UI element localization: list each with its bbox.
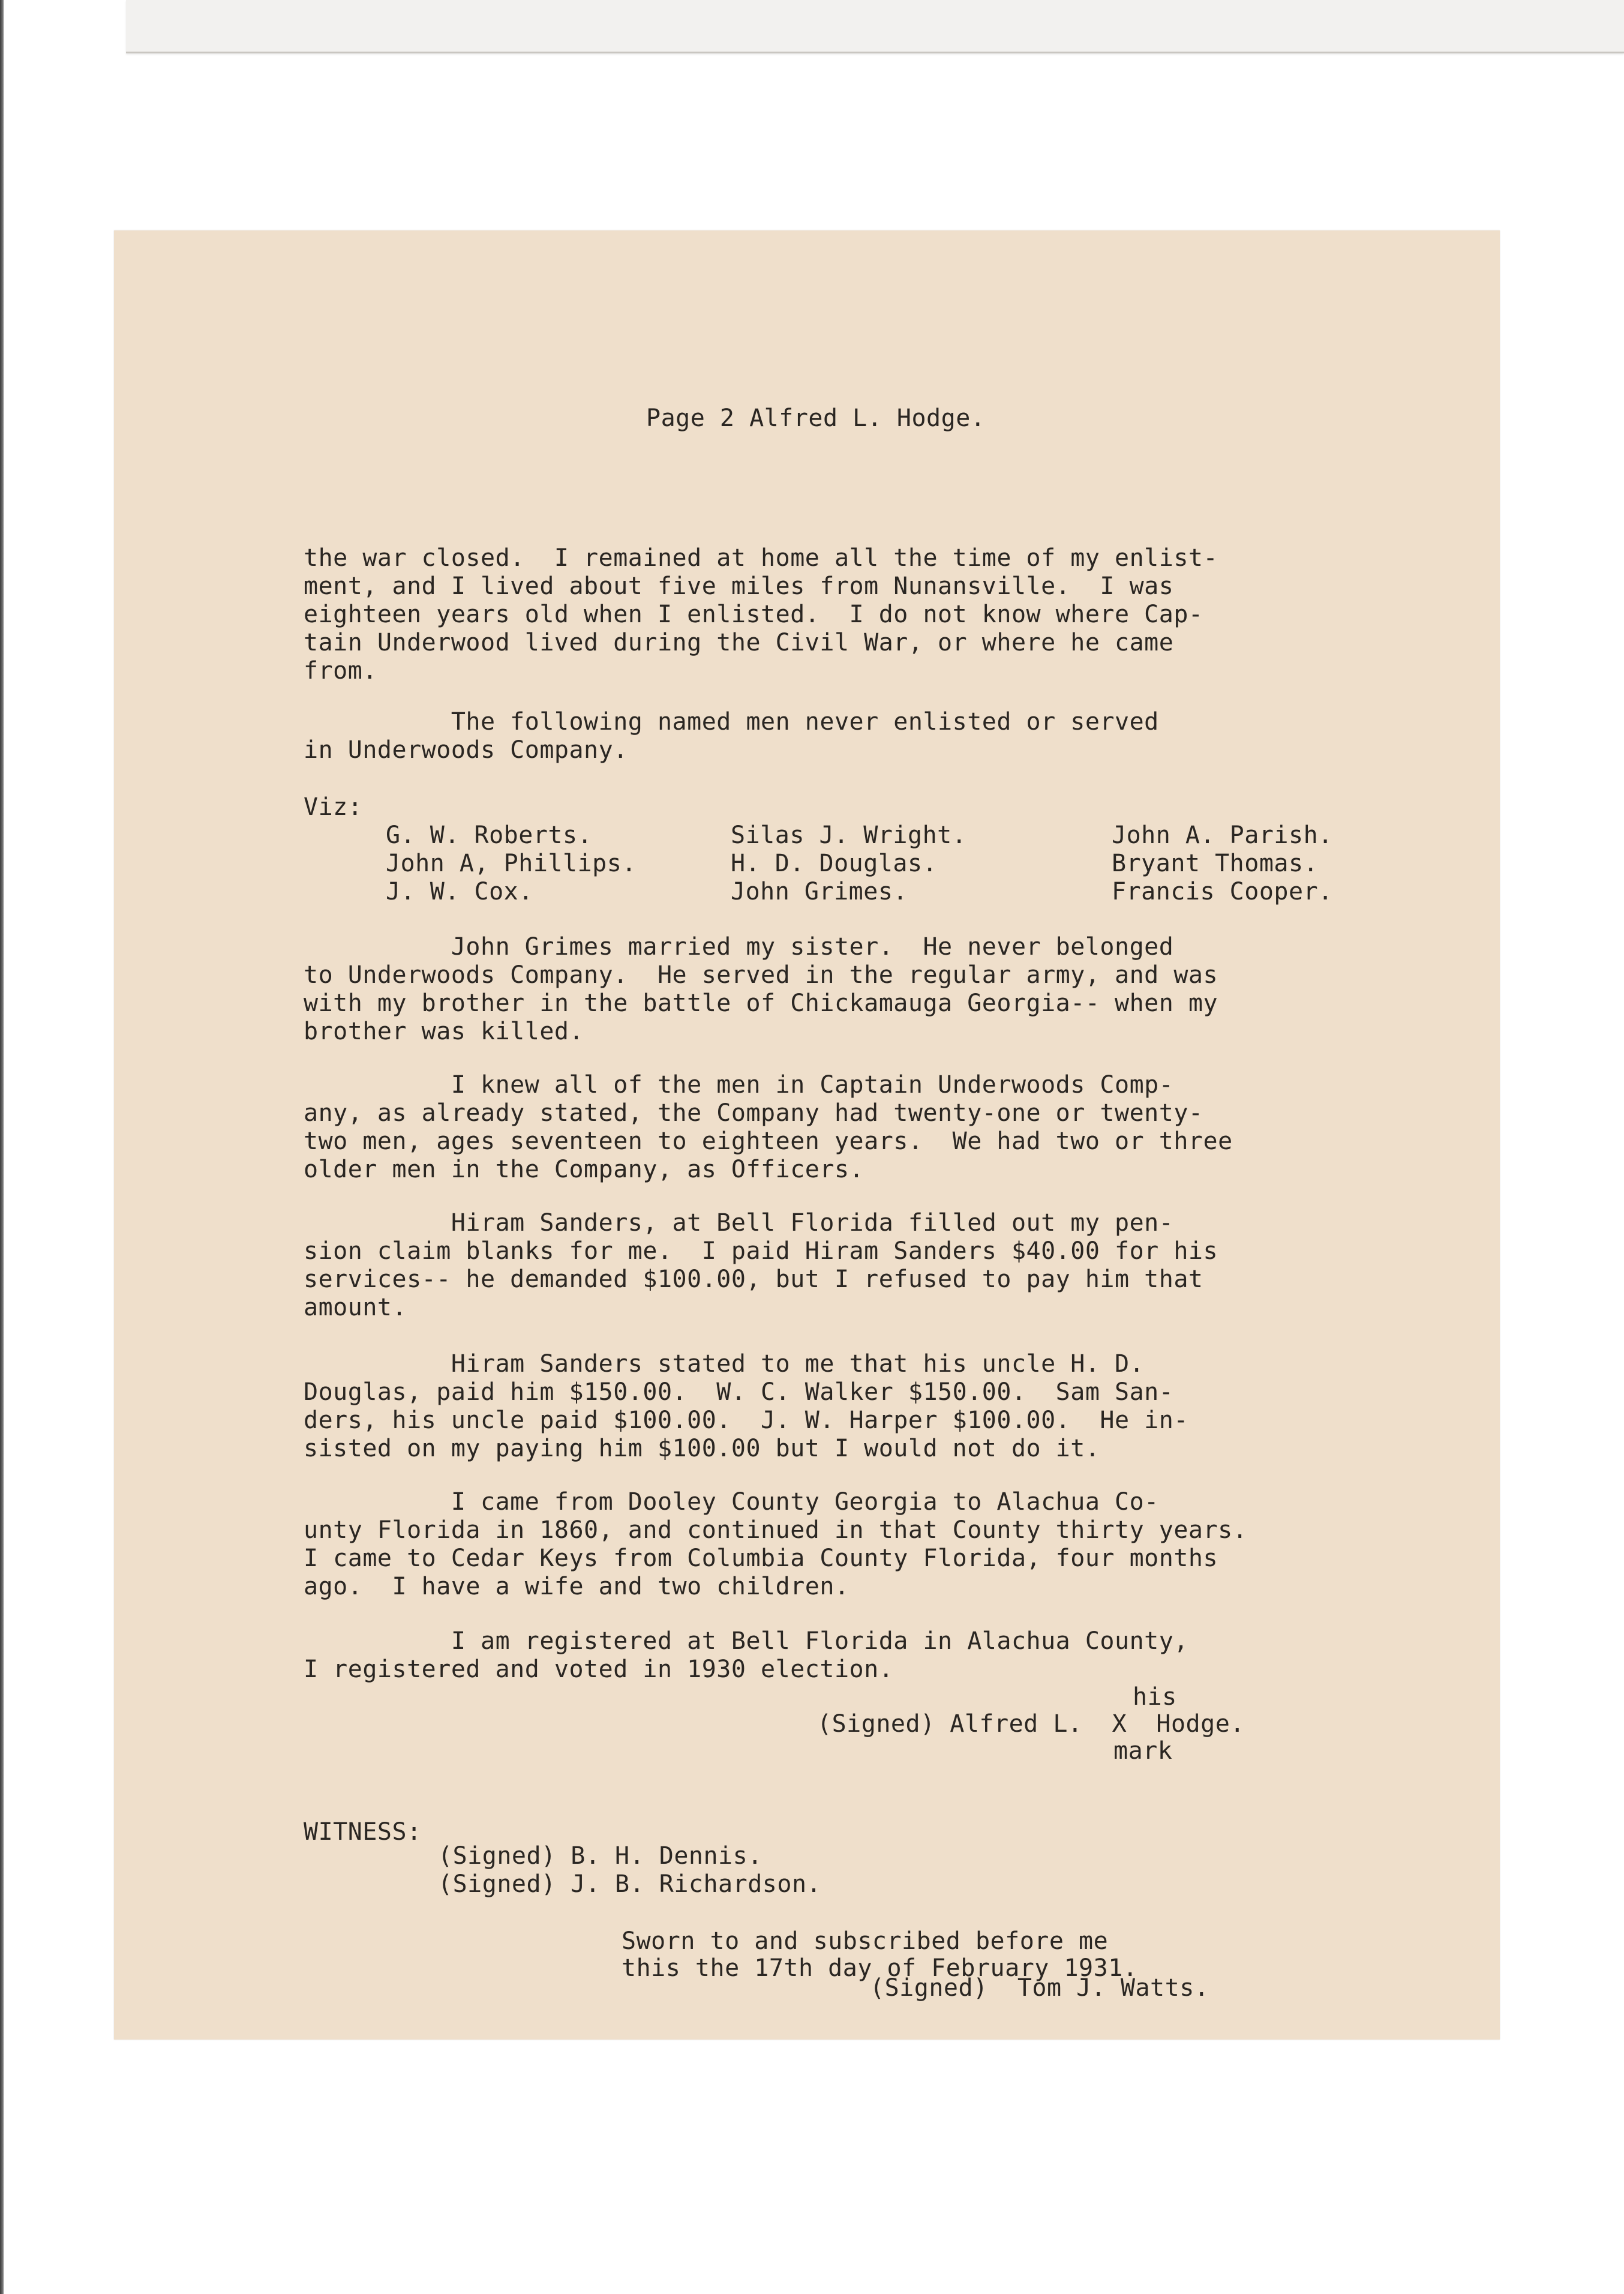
text-line: brother was killed. bbox=[304, 1018, 584, 1045]
text-line: ment, and I lived about five miles from Nunansville. I was bbox=[304, 572, 1174, 600]
name-entry: H. D. Douglas. bbox=[731, 850, 938, 877]
text-line: from. bbox=[304, 657, 377, 685]
text-line: I registered and voted in 1930 election. bbox=[304, 1656, 894, 1683]
name-entry: Francis Cooper. bbox=[1112, 878, 1333, 905]
signature-line: (Signed) Alfred L. X Hodge. bbox=[817, 1710, 1245, 1738]
notary-signature: (Signed) Tom J. Watts. bbox=[870, 1974, 1209, 2002]
text-line: any, as already stated, the Company had twenty-one or twenty- bbox=[304, 1099, 1203, 1127]
text-line: I am registered at Bell Florida in Alachua County, bbox=[304, 1627, 1188, 1655]
scan-left-edge bbox=[0, 0, 4, 2294]
text-line: to Underwoods Company. He served in the regular army, and was bbox=[304, 961, 1218, 989]
names-column-1 bbox=[386, 821, 637, 906]
text-line: Hiram Sanders stated to me that his uncle H. D. bbox=[304, 1350, 1145, 1378]
top-sheet-edge bbox=[126, 0, 1624, 53]
text-line: I came to Cedar Keys from Columbia County Florida, four months bbox=[304, 1545, 1218, 1572]
names-column-2 bbox=[731, 821, 966, 906]
text-line: in Underwoods Company. bbox=[304, 736, 628, 764]
text-line: services-- he demanded $100.00, but I refused to pay him that bbox=[304, 1266, 1203, 1293]
text-line: I came from Dooley County Georgia to Alachua Co- bbox=[304, 1488, 1159, 1516]
text-line: John Grimes married my sister. He never belonged bbox=[304, 933, 1174, 961]
text-line: with my brother in the battle of Chickamauga Georgia-- when my bbox=[304, 989, 1218, 1017]
signature-mark: mark bbox=[1113, 1737, 1173, 1765]
text-line: I knew all of the men in Captain Underwoods Comp- bbox=[304, 1071, 1174, 1099]
text-line: Hiram Sanders, at Bell Florida filled out my pen- bbox=[304, 1209, 1174, 1237]
paragraph-7 bbox=[304, 1488, 1247, 1601]
text-line: amount. bbox=[304, 1294, 407, 1321]
text-line: the war closed. I remained at home all the time of my enlist- bbox=[304, 544, 1218, 572]
text-line: unty Florida in 1860, and continued in that County thirty years. bbox=[304, 1516, 1248, 1544]
text-line: tain Underwood lived during the Civil War, or where he came bbox=[304, 629, 1174, 656]
viz-label: Viz: bbox=[304, 793, 363, 821]
jurat-line: Sworn to and subscribed before me bbox=[622, 1927, 1109, 1955]
paragraph-2 bbox=[304, 708, 1159, 764]
name-entry: J. W. Cox. bbox=[386, 878, 533, 905]
text-line: The following named men never enlisted or served bbox=[304, 708, 1159, 736]
paragraph-3 bbox=[304, 933, 1218, 1046]
text-line: older men in the Company, as Officers. bbox=[304, 1156, 864, 1183]
name-entry: Silas J. Wright. bbox=[731, 821, 967, 849]
witness-signer: (Signed) B. H. Dennis. bbox=[438, 1842, 763, 1870]
paragraph-4 bbox=[304, 1071, 1233, 1184]
text-line: ders, his uncle paid $100.00. J. W. Harper $100.00. He in- bbox=[304, 1407, 1188, 1434]
name-entry: Bryant Thomas. bbox=[1112, 850, 1319, 877]
text-line: eighteen years old when I enlisted. I do not know where Cap- bbox=[304, 601, 1203, 628]
text-line: ago. I have a wife and two children. bbox=[304, 1573, 849, 1600]
name-entry: John A, Phillips. bbox=[386, 850, 637, 877]
witness-label: WITNESS: bbox=[304, 1818, 422, 1846]
jurat-line: this the 17th day of February 1931. bbox=[622, 1954, 1138, 1982]
witness-signer: (Signed) J. B. Richardson. bbox=[438, 1870, 822, 1898]
text-line: sisted on my paying him $100.00 but I would not do it. bbox=[304, 1435, 1100, 1462]
text-line: sion claim blanks for me. I paid Hiram Sanders $40.00 for his bbox=[304, 1237, 1218, 1265]
paragraph-6 bbox=[304, 1350, 1188, 1463]
page-header: Page 2 Alfred L. Hodge. bbox=[646, 404, 986, 432]
signature-his: his bbox=[1133, 1683, 1177, 1711]
text-line: two men, ages seventeen to eighteen years. We had two or three bbox=[304, 1127, 1233, 1155]
name-entry: John Grimes. bbox=[731, 878, 908, 905]
name-entry: John A. Parish. bbox=[1112, 821, 1333, 849]
paragraph-1 bbox=[304, 544, 1218, 685]
text-line: Douglas, paid him $150.00. W. C. Walker $150.00. Sam San- bbox=[304, 1378, 1174, 1406]
paragraph-8 bbox=[304, 1627, 1188, 1684]
names-column-3 bbox=[1112, 821, 1333, 906]
paragraph-5 bbox=[304, 1209, 1218, 1322]
name-entry: G. W. Roberts. bbox=[386, 821, 593, 849]
